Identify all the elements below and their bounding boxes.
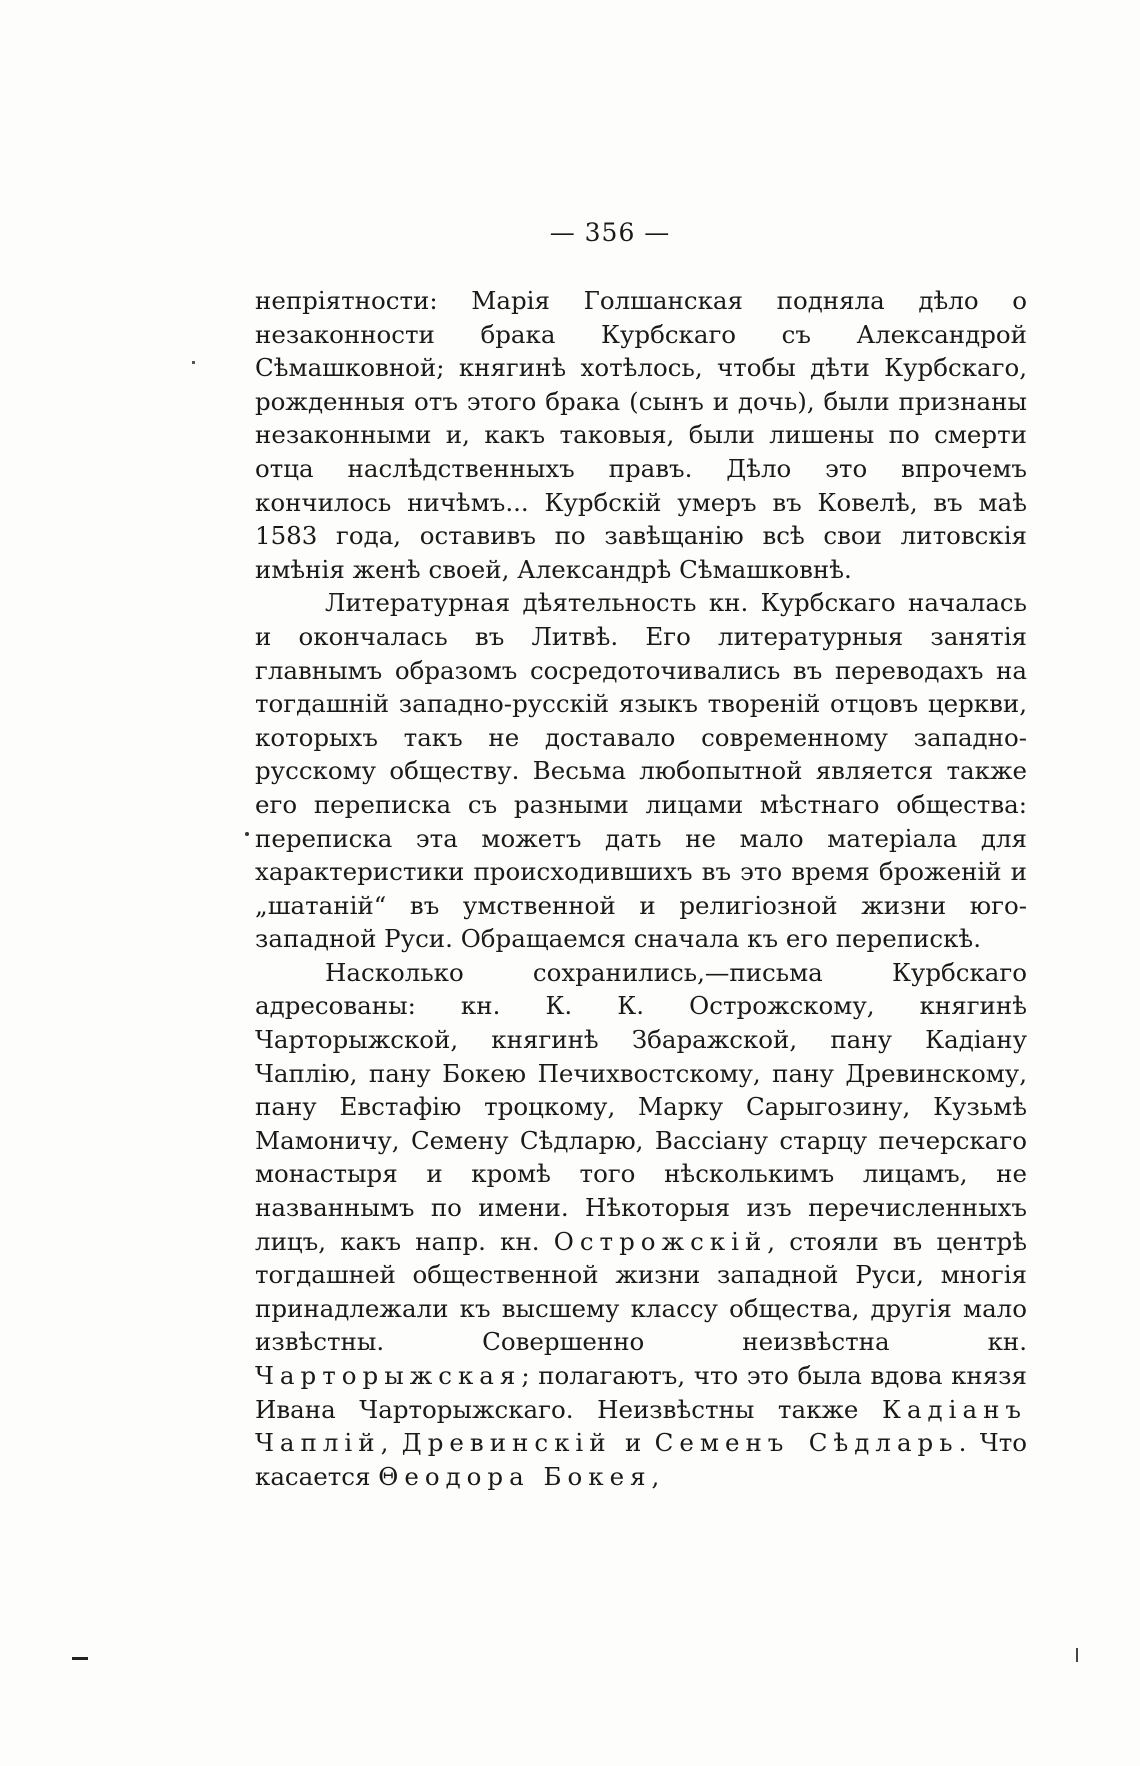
spaced-emphasis: Семенъ Сѣдларь <box>654 1428 959 1458</box>
text-run: Насколько сохранились,—письма Курбскаго адресованы: кн. К. К. Острожскому, княгинѣ Чарторыжской, княгинѣ Збаражской, пану Кадіану Чаплію, пану Бокею Печихвостскому, пану Древинскому, пану Евстафію троцкому, Марку Сарыгозину, Кузьмѣ Мамоничу, Семену Сѣдларю, Вассіану старцу печерскаго монастыря и кромѣ того нѣсколькимъ лицамъ, не названнымъ по имени. Нѣкоторыя изъ перечисленныхъ лицъ, какъ напр. кн. <box>255 957 1027 1256</box>
text-run: , <box>380 1428 402 1458</box>
margin-speck <box>192 361 195 364</box>
spaced-emphasis: Кадіанъ Чаплій <box>255 1394 1027 1458</box>
scan-mark-dash <box>72 1657 88 1660</box>
margin-speck <box>245 832 249 836</box>
spaced-emphasis: Чарторыжская <box>255 1361 522 1390</box>
body-text <box>255 284 1027 1493</box>
text-run: , <box>651 1461 660 1491</box>
text-run: Литературная дѣятельность кн. Курбскаго началась и окончалась въ Литвѣ. Его литературныя занятія главнымъ образомъ сосредоточивались въ переводахъ на тогдашній западно-русскій языкъ твореній отцовъ церкви, которыхъ такъ не доставало современному западно-русскому обществу. Весьма любопытной является также его переписка съ разными лицами мѣстнаго общества: переписка эта можетъ дать не мало матеріала для характеристики происходившихъ въ это время броженій и „шатаній“ въ умственной и религіозной жизни юго-западной Руси. Обращаемся сначала къ его перепискѣ. <box>255 588 1027 954</box>
page-number: — 356 — <box>549 218 671 247</box>
text-run: и <box>611 1428 655 1458</box>
paragraph-3 <box>255 956 1027 1494</box>
spaced-emphasis: Θеодора Бокея <box>378 1461 652 1491</box>
text-run: ; полагаютъ, что это была вдова князя Ивана Чарторыжскаго. Неизвѣстны также <box>255 1361 1027 1424</box>
paragraph-2 <box>255 586 1027 956</box>
text-run: . Что касается <box>255 1428 1027 1491</box>
spaced-emphasis: Острожскій <box>553 1226 768 1256</box>
spaced-emphasis: Древинскій <box>401 1428 612 1458</box>
paragraph-1 <box>255 284 1027 586</box>
text-run: непріятности: Марія Голшанская подняла дѣло о незаконности брака Курбскаго съ Александрой Сѣмашковной; княгинѣ хотѣлось, чтобы дѣти Курбскаго, рожденныя отъ этого брака (сынъ и дочь), были признаны незаконными и, какъ таковыя, были лишены по смерти отца наслѣдственныхъ правъ. Дѣло это впрочемъ кончилось ничѣмъ... Курбскій умеръ въ Ковелѣ, въ маѣ 1583 года, оставивъ по завѣщанію всѣ свои литовскія имѣнія женѣ своей, Александрѣ Сѣмашковнѣ. <box>255 286 1027 584</box>
scan-mark-tick <box>1076 1648 1078 1662</box>
text-run: , стояли въ центрѣ тогдашней общественной жизни западной Руси, многія принадлежали къ высшему классу общества, другія мало извѣстны. Совершенно неизвѣстна кн. <box>255 1226 1027 1357</box>
